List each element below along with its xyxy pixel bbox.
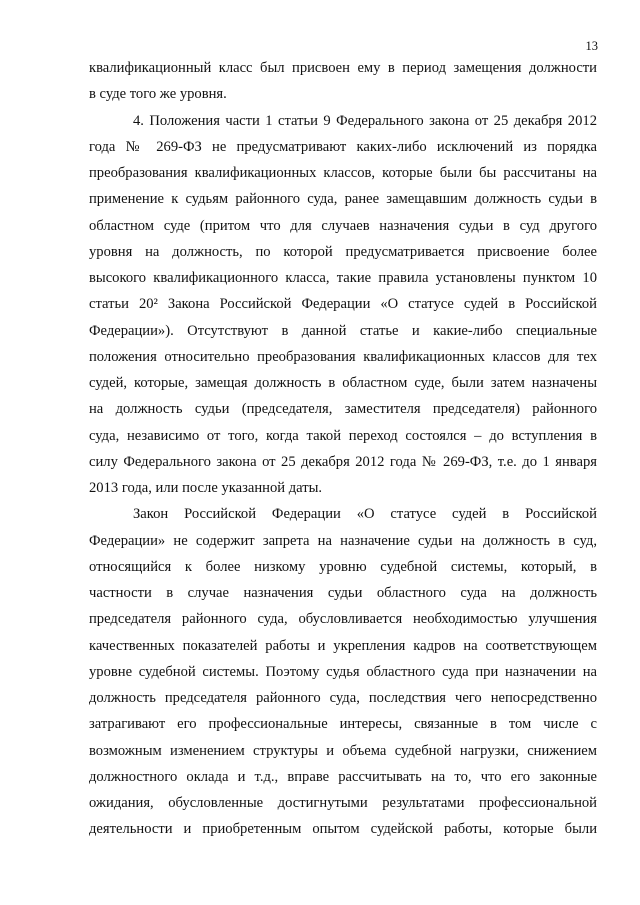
text-line: квалификационный класс был присвоен ему в период замещения должности [89, 60, 597, 76]
text-line: 2013 года, или после указанной даты. [89, 480, 323, 496]
paragraph-4-first-line: 4. Положения части 1 статьи 9 Федерального закона от 25 декабря 2012 [133, 112, 597, 129]
text-line: высокого квалификационного класса, такие правила установлены пунктом 10 [89, 270, 597, 286]
text-line: относящийся к более низкому уровню судебной системы, который, в [89, 558, 597, 575]
text-line: Федерации»). Отсутствуют в данной статье и какие-либо специальные [89, 322, 597, 339]
text-line: на должность судьи (председателя, заместителя председателя) районного [89, 401, 597, 418]
text-line: деятельности и приобретенным опытом судейской работы, которые были [89, 821, 597, 838]
text-line: должность председателя районного суда, последствия чего непосредственно [89, 690, 597, 706]
text-line: силу Федерального закона от 25 декабря 2012 года № 269-ФЗ, т.е. до 1 января [89, 453, 597, 470]
text-line: года № 269-ФЗ не предусматривают каких-либо исключений из порядка [89, 138, 597, 155]
page-number: 13 [585, 39, 598, 53]
text-line-with-superscript: статьи 20² Закона Российской Федерации «О статусе судей в Российской [89, 296, 597, 313]
text-line: ожидания, обусловленные достигнутыми результатами профессиональной [89, 795, 597, 811]
text-line: применение к судьям районного суда, ранее замещавшим должность судьи в [89, 191, 597, 208]
text-line: должностного оклада и т.д., вправе рассчитывать на то, что его законные [89, 768, 597, 785]
body-text [89, 55, 597, 843]
text-line: возможным изменением структуры и объема судебной нагрузки, снижением [89, 742, 597, 759]
text-line: областном суде (притом что для случаев назначения судьи в суд другого [89, 217, 597, 234]
text-line: уровня на должность, по которой предусматривается присвоение более [89, 243, 597, 260]
text-line: Федерации» не содержит запрета на назначение судьи на должность в суд, [89, 532, 597, 549]
paragraph-5-first-line: Закон Российской Федерации «О статусе судей в Российской [133, 506, 597, 523]
text-line: затрагивают его профессиональные интересы, связанные в том числе с [89, 716, 597, 733]
text-line: положения относительно преобразования квалификационных классов для тех [89, 348, 597, 365]
text-line: суда, независимо от того, когда такой переход состоялся – до вступления в [89, 427, 597, 444]
text-line: уровне судебной системы. Поэтому судья областного суда при назначении на [89, 663, 597, 680]
text-line: качественных показателей работы и укрепления кадров на соответствующем [89, 637, 597, 654]
text-line: судей, которые, замещая должность в областном суде, были затем назначены [89, 375, 597, 391]
text-line: преобразования квалификационных классов, которые были бы рассчитаны на [89, 165, 597, 181]
text-line: в суде того же уровня. [89, 86, 227, 103]
text-line: председателя районного суда, обусловливается необходимостью улучшения [89, 611, 597, 628]
text-line: частности в случае назначения судьи областного суда на должность [89, 585, 597, 601]
